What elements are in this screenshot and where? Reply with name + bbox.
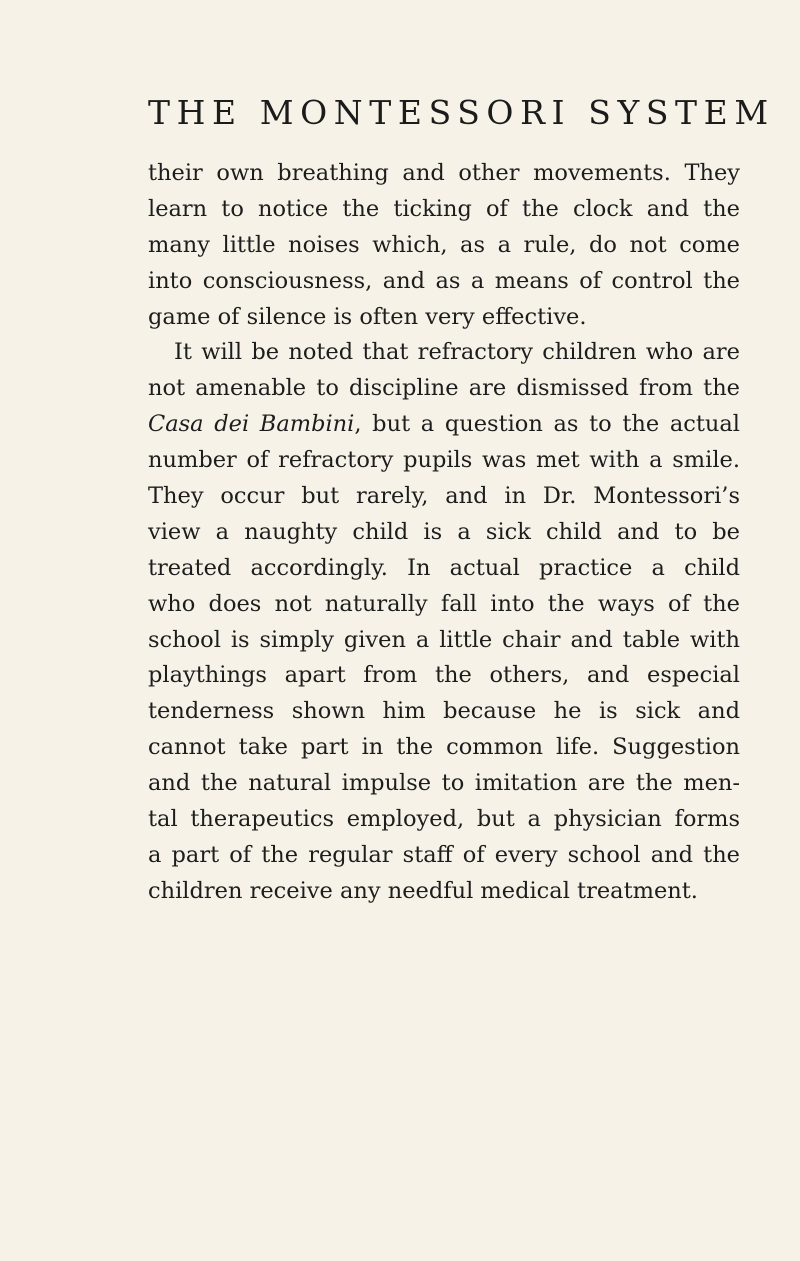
text-line-with-italic	[148, 407, 740, 443]
running-head: THE MONTESSORI SYSTEM	[148, 93, 775, 132]
text-line: view a naughty child is a sick child and to be	[148, 518, 740, 545]
paragraph-end-line: children receive any needful medical treatment.	[148, 877, 698, 904]
text-line: learn to notice the ticking of the clock and the	[148, 195, 740, 222]
text-line: school is simply given a little chair and table with	[148, 626, 740, 653]
text-line: tenderness shown him because he is sick and	[148, 698, 740, 725]
text-line: a part of the regular staff of every school and the	[148, 841, 740, 868]
text-line: into consciousness, and as a means of control the	[148, 267, 740, 294]
body-text	[148, 156, 740, 910]
text-line: number of refractory pupils was met with a smile.	[148, 447, 740, 474]
text-line: They occur but rarely, and in Dr. Montessori’s	[148, 483, 740, 510]
text-line: playthings apart from the others, and especial	[148, 662, 740, 689]
paragraph-start-line: It will be noted that refractory children who are	[174, 339, 740, 366]
text-line: many little noises which, as a rule, do not come	[148, 231, 740, 258]
italic-title: Casa dei Bambini	[148, 411, 355, 438]
text-line: their own breathing and other movements. They	[148, 160, 740, 186]
text-line: treated accordingly. In actual practice a child	[148, 554, 740, 581]
text-line: not amenable to discipline are dismissed from the	[148, 375, 740, 402]
text-line: and the natural impulse to imitation are the men-	[148, 770, 740, 797]
text-line: cannot take part in the common life. Suggestion	[148, 734, 740, 761]
text-line: tal therapeutics employed, but a physician forms	[148, 806, 740, 833]
text-line: who does not naturally fall into the ways of the	[148, 590, 740, 617]
paragraph-end-line: game of silence is often very effective.	[148, 303, 587, 330]
text-line-rest: , but a question as to the actual	[354, 411, 740, 438]
